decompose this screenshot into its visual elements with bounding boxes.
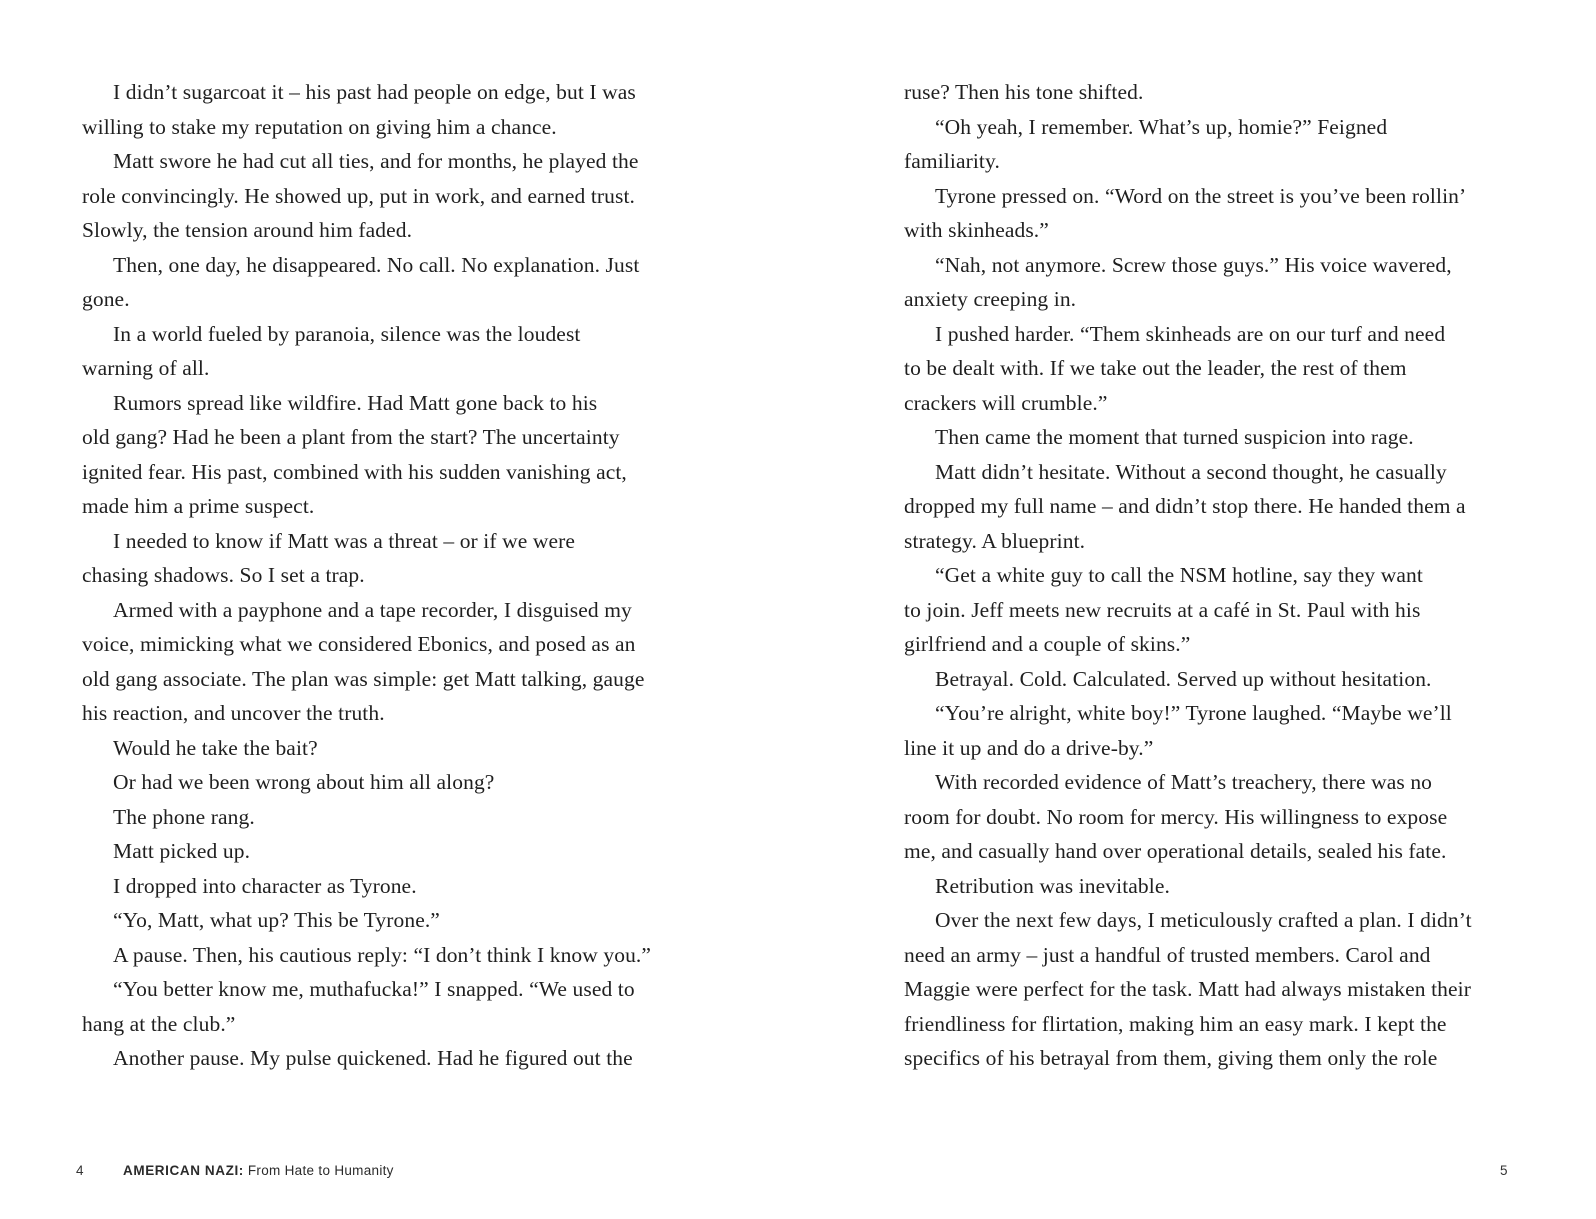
right-page-number: 5 (1500, 1163, 1508, 1178)
text-line: Betrayal. Cold. Calculated. Served up without hesitation. (935, 666, 1432, 691)
text-line: I pushed harder. “Them skinheads are on our turf and need (935, 321, 1446, 346)
text-line: I dropped into character as Tyrone. (113, 873, 417, 898)
text-line: voice, mimicking what we considered Ebonics, and posed as an (82, 632, 636, 656)
text-line: willing to stake my reputation on giving him a chance. (82, 114, 557, 139)
text-line: with skinheads.” (904, 218, 1049, 242)
text-line: girlfriend and a couple of skins.” (904, 632, 1191, 656)
text-line: The phone rang. (113, 804, 255, 829)
text-line: ignited fear. His past, combined with his sudden vanishing act, (82, 459, 627, 484)
text-line: With recorded evidence of Matt’s treachery, there was no (935, 770, 1433, 794)
text-line: strategy. A blueprint. (904, 528, 1086, 553)
text-line: old gang? Had he been a plant from the start? The uncertainty (82, 425, 620, 449)
text-line: I needed to know if Matt was a threat – or if we were (113, 528, 576, 553)
text-line: to be dealt with. If we take out the leader, the rest of them (904, 356, 1407, 380)
text-line: A pause. Then, his cautious reply: “I don’t think I know you.” (113, 942, 652, 967)
text-line: I didn’t sugarcoat it – his past had people on edge, but I was (113, 80, 636, 104)
text-line: role convincingly. He showed up, put in work, and earned trust. (82, 183, 636, 208)
text-line: warning of all. (82, 356, 210, 380)
text-line: made him a prime suspect. (82, 494, 315, 518)
text-line: Then came the moment that turned suspicion into rage. (935, 425, 1414, 449)
text-line: Would he take the bait? (113, 735, 318, 760)
text-line: Then, one day, he disappeared. No call. No explanation. Just (113, 252, 640, 277)
text-line: Matt swore he had cut all ties, and for months, he played the (113, 149, 639, 173)
text-line: “Yo, Matt, what up? This be Tyrone.” (113, 908, 440, 932)
text-line: “You better know me, muthafucka!” I snapped. “We used to (113, 977, 635, 1001)
text-line: Retribution was inevitable. (935, 873, 1170, 898)
text-line: Matt picked up. (113, 839, 251, 863)
footer-title-bold: AMERICAN NAZI: (123, 1163, 244, 1178)
text-line: “Nah, not anymore. Screw those guys.” His voice wavered, (935, 252, 1452, 277)
text-line: dropped my full name – and didn’t stop there. He handed them a (904, 494, 1466, 518)
text-line: his reaction, and uncover the truth. (82, 701, 385, 725)
text-line: In a world fueled by paranoia, silence was the loudest (113, 321, 581, 346)
text-line: line it up and do a drive-by.” (904, 735, 1154, 760)
text-line: chasing shadows. So I set a trap. (82, 563, 365, 587)
text-line: need an army – just a handful of trusted members. Carol and (904, 942, 1431, 967)
text-line: ruse? Then his tone shifted. (904, 80, 1144, 104)
text-line: Slowly, the tension around him faded. (82, 218, 413, 242)
text-line: anxiety creeping in. (904, 287, 1077, 311)
text-line: “You’re alright, white boy!” Tyrone laughed. “Maybe we’ll (935, 701, 1452, 725)
text-line: Or had we been wrong about him all along? (113, 770, 495, 794)
text-line: crackers will crumble.” (904, 390, 1108, 415)
text-line: old gang associate. The plan was simple: get Matt talking, gauge (82, 666, 645, 691)
text-line: gone. (82, 287, 130, 311)
text-line: room for doubt. No room for mercy. His willingness to expose (904, 804, 1448, 829)
text-line: to join. Jeff meets new recruits at a café in St. Paul with his (904, 597, 1421, 622)
right-page-text-column (904, 75, 1516, 1076)
text-line: Rumors spread like wildfire. Had Matt gone back to his (113, 390, 598, 415)
text-line: “Get a white guy to call the NSM hotline, say they want (935, 563, 1423, 587)
text-line: Maggie were perfect for the task. Matt had always mistaken their (904, 977, 1471, 1001)
left-page-number: 4 (76, 1163, 84, 1178)
text-line: Armed with a payphone and a tape recorder, I disguised my (113, 597, 632, 622)
text-line: friendliness for flirtation, making him an easy mark. I kept the (904, 1011, 1447, 1036)
text-line: familiarity. (904, 149, 1000, 173)
text-line: Over the next few days, I meticulously crafted a plan. I didn’t (935, 908, 1472, 932)
running-footer-title (123, 1162, 394, 1180)
left-page-text-column (82, 75, 712, 1076)
footer-title-rest: From Hate to Humanity (247, 1163, 394, 1178)
text-line: me, and casually hand over operational details, sealed his fate. (904, 839, 1447, 863)
text-line: Another pause. My pulse quickened. Had he figured out the (113, 1046, 633, 1070)
text-line: Matt didn’t hesitate. Without a second thought, he casually (935, 459, 1447, 484)
text-line: specifics of his betrayal from them, giving them only the role (904, 1046, 1438, 1070)
text-line: hang at the club.” (82, 1011, 236, 1036)
text-line: Tyrone pressed on. “Word on the street is you’ve been rollin’ (935, 183, 1467, 208)
text-line: “Oh yeah, I remember. What’s up, homie?” Feigned (935, 114, 1388, 139)
